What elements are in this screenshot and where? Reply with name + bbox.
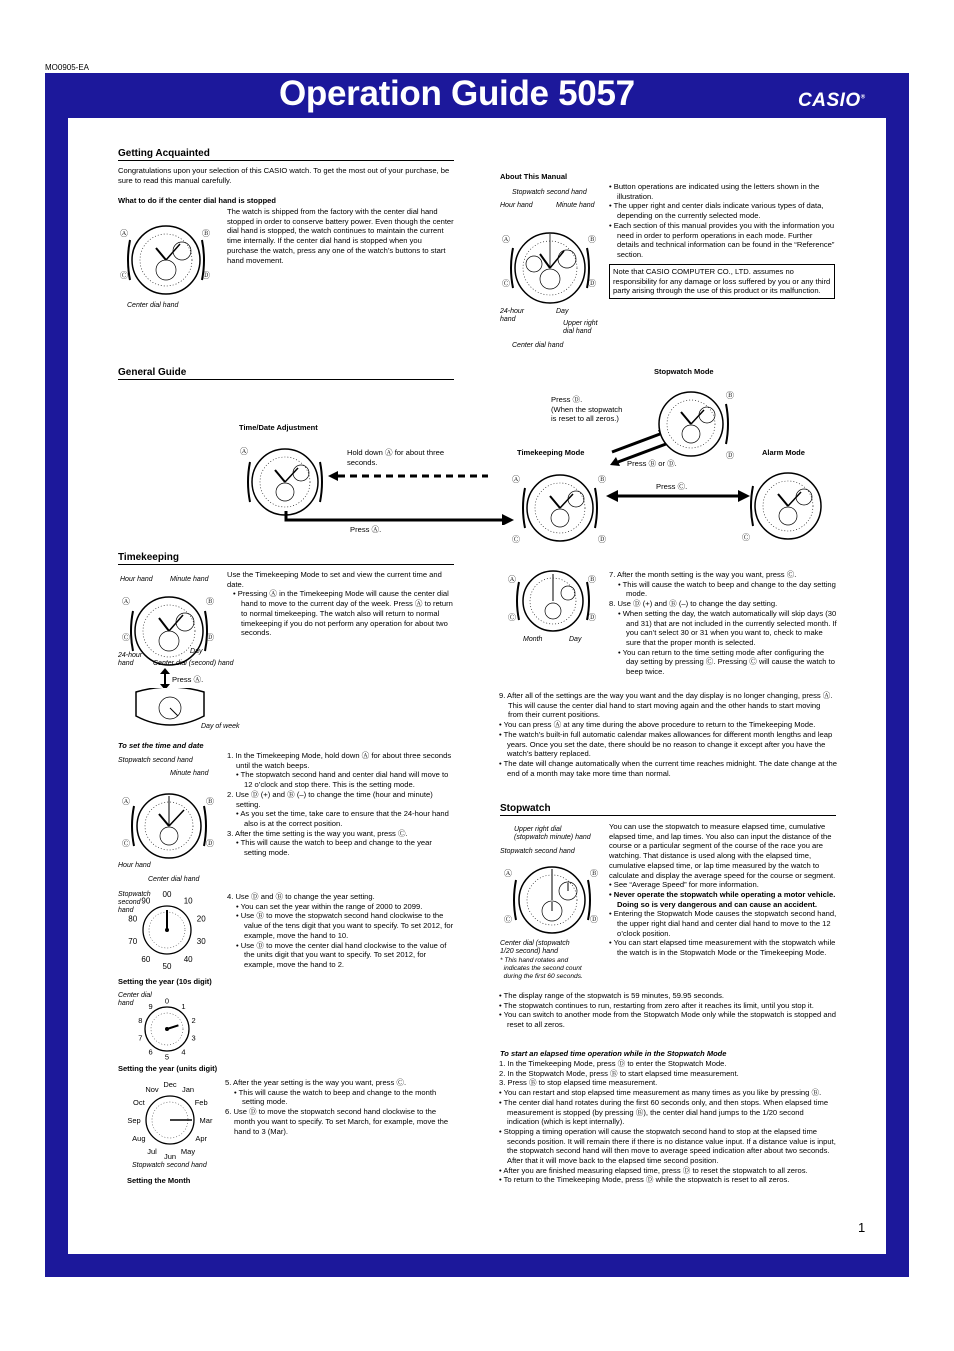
step-item: 9. After all of the settings are the way you want and the day display is no longer changing, press Ⓐ. This will cause the center dial hand to start moving again and the other hands to start moving from their current positions. (499, 691, 833, 720)
month-dial (120, 1078, 220, 1164)
month-dial-label: Aug (132, 1134, 146, 1143)
about-hour-hand-label: Hour hand (500, 202, 533, 209)
step-item: • The date will change automatically when the current time reaches midnight. The date change at the end of a month may take more time than normal. (499, 758, 837, 778)
set-minute-hand-label: Minute hand (170, 770, 209, 777)
step-item: 7. After the month setting is the way you want, press Ⓒ. (609, 570, 797, 579)
svg-text:Ⓓ: Ⓓ (588, 613, 596, 622)
svg-text:Ⓒ: Ⓒ (508, 613, 516, 622)
watch-illustration-about (502, 224, 598, 310)
year10-dial (124, 888, 210, 976)
year1-dial-label: 7 (138, 1033, 143, 1043)
press-c-instruction: Press Ⓒ. (656, 482, 688, 491)
month-dial-label: Jun (163, 1152, 177, 1161)
set-hour-hand-label: Hour hand (118, 862, 151, 869)
alarm-mode-label: Alarm Mode (762, 448, 805, 457)
page-content (68, 118, 886, 1254)
page-title: Operation Guide 5057 (279, 74, 635, 113)
sw-bullet: • You can switch to another mode from the Stopwatch Mode only while the stopwatch is stopped and reset to all zeros. (499, 1010, 836, 1030)
sw-center-dial-label: Center dial (stopwatch 1/20 second) hand (500, 940, 570, 955)
tk-minute-hand-label: Minute hand (170, 576, 209, 583)
watch-illustration-acquainted (120, 218, 212, 300)
year10-dial-label: 60 (141, 954, 151, 964)
stopwatch-mode-label: Stopwatch Mode (654, 367, 714, 376)
watch-illustration-dow (130, 688, 210, 734)
step-item: • The watch’s built-in full automatic calendar makes allowances for different month lengths and leap years. Once you set the date, there should be no reason to change it except after you have the watch’s battery replaced. (499, 729, 833, 759)
stopwatch-heading: Stopwatch (500, 803, 836, 816)
year1-dial-label: 9 (148, 1001, 153, 1011)
year1-dial-label: 5 (164, 1052, 170, 1062)
press-b-or-d-instruction: Press Ⓑ or Ⓓ. (627, 459, 677, 468)
month-dial-label: Jul (147, 1147, 157, 1157)
watch-illustration-adjust (240, 440, 330, 520)
year1-dial-label: 8 (138, 1015, 143, 1025)
year10-caption: Setting the year (10s digit) (118, 977, 212, 986)
watch-illustration-date (508, 566, 598, 636)
svg-text:Ⓐ: Ⓐ (504, 869, 512, 878)
year1-caption: Setting the year (units digit) (118, 1064, 218, 1073)
set-center-dial-label: Center dial hand (148, 876, 200, 883)
step-item: • See “Average Speed” for more information. (609, 880, 759, 890)
step-item: • You can press Ⓐ at any time during the above procedure to return to the Timekeeping Mode. (499, 720, 816, 730)
svg-text:Ⓒ: Ⓒ (512, 535, 520, 544)
tk-intro-bullet: • Pressing Ⓐ in the Timekeeping Mode will cause the center dial hand to move to the current day of the week. Press Ⓐ to return to normal timekeeping. The watch also will return to normal timekeeping if you do not perform any operation for about two seconds. (233, 589, 453, 638)
svg-text:Ⓓ: Ⓓ (588, 279, 596, 288)
svg-text:Ⓓ: Ⓓ (590, 915, 598, 924)
month-dial-label: Apr (195, 1134, 208, 1143)
sw-bullets (499, 991, 837, 1030)
svg-text:Ⓑ: Ⓑ (588, 235, 596, 244)
step-item: • You can return to the time setting mode after configuring the day setting by pressing Ⓒ. Pressing Ⓒ will cause the watch to beep twice. (618, 647, 835, 677)
step-item: • The center dial hand rotates during the first 60 seconds only, and then stops. When elapsed time measurement is stopped (by pressing Ⓑ), the center dial hand jumps to the 1/20 second indication (which is kept internally). (499, 1097, 829, 1127)
svg-text:Ⓐ: Ⓐ (122, 597, 130, 606)
svg-text:Ⓒ: Ⓒ (122, 839, 130, 848)
svg-text:Ⓓ: Ⓓ (206, 633, 214, 642)
year1-dial-label: 1 (181, 1001, 186, 1011)
about-bullets (609, 182, 835, 260)
about-24hour-label: 24-hour hand (500, 308, 525, 323)
svg-text:Ⓒ: Ⓒ (122, 633, 130, 642)
year10-dial-label: 70 (128, 936, 138, 946)
tk-center-dial-label: Center dial (second) hand (153, 660, 234, 667)
month-dial-label: Oct (132, 1098, 145, 1107)
about-bullet: • The upper right and center dials indicate various types of data, depending on the currently selected mode. (609, 201, 824, 221)
step-item: • This will cause the watch to beep and change to the year setting mode. (236, 838, 432, 858)
year1-center-label: Center dial hand (118, 992, 152, 1007)
svg-text:Ⓑ: Ⓑ (726, 391, 734, 400)
step-item: • When setting the day, the watch automatically will skip days (30 and 31) that are not included in the currently selected month. If you can’t select 30 or 31 when you want to, check to make sure that the proper month is selected. (618, 608, 837, 647)
year10-dial-label: 40 (183, 954, 193, 964)
step-item: • You can set the year within the range of 2000 to 2099. (236, 901, 423, 911)
watch-illustration-set (122, 788, 216, 864)
timekeeping-mode-label: Timekeeping Mode (517, 448, 585, 457)
svg-text:Ⓒ: Ⓒ (502, 279, 510, 288)
about-heading: About This Manual (500, 172, 568, 181)
year10-dial-label: 20 (196, 914, 206, 924)
year10-dial-label: 00 (162, 889, 172, 899)
year1-dial-label: 2 (191, 1015, 196, 1025)
month-dial-label: Sep (127, 1116, 141, 1125)
step-item: 5. After the year setting is the way you want, press Ⓒ. (225, 1078, 407, 1087)
step-item: 6. Use Ⓓ to move the stopwatch second hand clockwise to the month you want to specify. To set March, for example, move the hand to 3 (Mar). (225, 1107, 449, 1136)
tk-hour-hand-label: Hour hand (120, 576, 153, 583)
svg-text:Ⓐ: Ⓐ (120, 229, 128, 238)
watch-illustration-timekeeping (512, 466, 608, 546)
year1-dial-label: 6 (148, 1047, 153, 1057)
year10-dial-label: 50 (162, 961, 172, 971)
about-bullet: • Button operations are indicated using the letters shown in the illustration. (609, 182, 820, 201)
about-bullet: • Each section of this manual provides you with the information you need in order to perform operations in each mode. Further details and technical information can be found in the “Reference” section. (609, 220, 835, 259)
press-a-instruction: Press Ⓐ. (350, 525, 382, 534)
tk-press-a-label: Press Ⓐ. (172, 675, 204, 684)
step-item: • Stopping a timing operation will cause the stopwatch second hand to stop at the elapsed time seconds position. It will remain there if there is no distance value input. If a distance value is input, the stopwatch second hand will then move to average speed indication after about two seconds. After that it will move back to the elapsed time second position. (499, 1126, 836, 1166)
about-minute-hand-label: Minute hand (556, 202, 595, 209)
center-dial-hand-caption: Center dial hand (127, 302, 179, 309)
step-item: 3. After the time setting is the way you want, press Ⓒ. (227, 828, 408, 838)
svg-text:Ⓑ: Ⓑ (202, 229, 210, 238)
svg-text:Ⓒ: Ⓒ (120, 271, 128, 280)
day-of-week-label: Day of week (201, 723, 240, 730)
sw-bullet: • The stopwatch continues to run, restarting from zero after it reaches its limit, until you stop it. (499, 1000, 814, 1010)
step-item: • After you are finished measuring elapsed time, press Ⓓ to reset the stopwatch to all zeros. (499, 1165, 808, 1175)
general-guide-heading: General Guide (118, 367, 454, 380)
svg-text:Ⓐ: Ⓐ (508, 575, 516, 584)
month-hand-label: Stopwatch second hand (132, 1162, 207, 1169)
sw-second-hand-label: Stopwatch second hand (500, 848, 575, 855)
set-steps-a (227, 751, 455, 858)
getting-acquainted-heading: Getting Acquainted (118, 148, 454, 161)
svg-text:Ⓑ: Ⓑ (598, 475, 606, 484)
step-item: • This will cause the watch to beep and change to the month setting mode. (234, 1087, 437, 1107)
step-item: • Never operate the stopwatch while operating a motor vehicle. Doing so is very dangerous and can cause an accident. (609, 889, 836, 909)
svg-text:Ⓑ: Ⓑ (590, 869, 598, 878)
svg-text:Ⓓ: Ⓓ (206, 839, 214, 848)
year10-dial-label: 80 (128, 914, 138, 924)
step-item: 2. Use Ⓓ (+) and Ⓑ (–) to change the time (hour and minute) setting. (227, 789, 433, 809)
press-d-instruction: Press Ⓓ. (When the stopwatch is reset to all zeros.) (551, 395, 623, 424)
svg-text:Ⓑ: Ⓑ (206, 797, 214, 806)
svg-text:Ⓓ: Ⓓ (598, 535, 606, 544)
set-steps-d (609, 570, 837, 677)
month-caption: Setting the Month (127, 1176, 191, 1185)
year10-dial-label: 30 (196, 936, 206, 946)
hold-a-instruction: Hold down Ⓐ for about three seconds. (347, 448, 445, 467)
about-center-dial-label: Center dial hand (512, 342, 564, 349)
month-label: Month (523, 636, 543, 643)
day-label: Day (569, 636, 582, 643)
year1-dial-label: 3 (191, 1033, 196, 1043)
set-steps-b (227, 892, 455, 970)
timekeeping-heading: Timekeeping (118, 552, 454, 565)
brand-logo: CASIO® (798, 90, 866, 111)
svg-text:Ⓑ: Ⓑ (206, 597, 214, 606)
tk-intro (227, 570, 455, 638)
step-item: • To return to the Timekeeping Mode, press Ⓓ while the stopwatch is reset to all zeros. (499, 1175, 790, 1185)
page-number: 1 (858, 1220, 866, 1235)
set-steps-c (225, 1078, 455, 1136)
sw-bullet: • The display range of the stopwatch is 59 minutes, 59.95 seconds. (499, 991, 724, 1000)
svg-text:Ⓓ: Ⓓ (202, 271, 210, 280)
set-time-heading: To set the time and date (118, 741, 204, 750)
tk-arrow-down (160, 668, 170, 690)
month-dial-label: Nov (145, 1084, 159, 1094)
about-upper-right-label: Upper right dial hand (563, 320, 598, 335)
center-dial-stopped-body: The watch is shipped from the factory with the center dial hand stopped in order to conserve battery power. Even though the center dial hand is stopped, the watch continues to maintain the current time internally. If the center dial hand is stopped when you purchase the watch, press any one of the watch’s buttons to start hand movement. (227, 207, 454, 265)
getting-acquainted-intro: Congratulations upon your selection of this CASIO watch. To get the most out of your purchase, be sure to read this manual carefully. (118, 166, 450, 185)
year10-dial-label: 90 (141, 896, 151, 906)
sw-start-heading: To start an elapsed time operation while in the Stopwatch Mode (500, 1049, 727, 1058)
about-stopwatch-second-label: Stopwatch second hand (512, 189, 587, 196)
svg-text:Ⓒ: Ⓒ (504, 915, 512, 924)
step-item: 3. Press Ⓑ to stop elapsed time measurement. (499, 1078, 658, 1088)
month-dial-label: May (180, 1147, 196, 1157)
solid-arrow-to-timekeeping (284, 511, 514, 525)
dashed-arrow (328, 471, 488, 481)
set-stopwatch-second-label: Stopwatch second hand (118, 757, 193, 764)
svg-text:Ⓓ: Ⓓ (726, 451, 734, 460)
tk-intro-text: Use the Timekeeping Mode to set and view the current time and date. (227, 570, 442, 589)
month-dial-label: Jan (181, 1084, 195, 1094)
sw-steps (499, 1059, 837, 1185)
month-dial-label: Mar (199, 1116, 213, 1125)
step-item: 4. Use Ⓓ and Ⓑ to change the year setting. (227, 892, 375, 901)
svg-text:Ⓐ: Ⓐ (512, 475, 520, 484)
sw-intro (609, 822, 837, 958)
step-item: • The stopwatch second hand and center dial hand will move to 12 o’clock and stop there. This is the setting mode. (236, 770, 449, 790)
year1-dial-label: 0 (164, 996, 170, 1006)
watch-illustration-alarm (742, 464, 832, 544)
step-item: You can use the stopwatch to measure elapsed time, cumulative elapsed time, and lap times. You also can input the distance of the course or a particular segment of the course of the race you are watching. That distance is used along with the elapsed time, cumulative elapsed time, or lap time measured by the watch to calculate and display the average speed for the course or segment. (609, 822, 836, 880)
tk-24hour-label: 24-hour hand (118, 652, 143, 667)
step-item: • This will cause the watch to beep and change to the day setting mode. (618, 579, 836, 599)
tk-day-label: Day (190, 648, 203, 655)
svg-text:Ⓐ: Ⓐ (122, 797, 130, 806)
svg-text:Ⓐ: Ⓐ (240, 447, 248, 456)
step-item: 8. Use Ⓓ (+) and Ⓑ (–) to change the day setting. (609, 599, 778, 609)
step-item: 1. In the Timekeeping Mode, press Ⓓ to enter the Stopwatch Mode. (499, 1059, 727, 1068)
step-item: • Use Ⓑ to move the stopwatch second hand clockwise to the value of the tens digit that you want to specify. To set 2012, for example, move the hand to 10. (236, 911, 454, 940)
year10-dial-label: 10 (183, 896, 193, 906)
sw-upper-right-label: Upper right dial (stopwatch minute) hand (514, 826, 591, 841)
svg-text:Ⓐ: Ⓐ (502, 235, 510, 244)
svg-text:Ⓒ: Ⓒ (742, 533, 750, 542)
watch-illustration-stopwatch (646, 384, 736, 464)
step-item: • You can restart and stop elapsed time measurement as many times as you like by pressing Ⓑ. (499, 1088, 822, 1098)
month-dial-label: Dec (163, 1080, 177, 1089)
step-item: • As you set the time, take care to ensure that the 24-hour hand also is at the correct position. (236, 809, 449, 828)
watch-illustration-sw (504, 860, 600, 940)
about-day-label: Day (556, 308, 569, 315)
step-item: 2. In the Stopwatch Mode, press Ⓑ to start elapsed time measurement. (499, 1068, 739, 1078)
year10-stopwatch-label: Stopwatch second hand (118, 891, 151, 914)
year1-dial-label: 4 (181, 1047, 186, 1057)
year1-dial (130, 996, 204, 1062)
svg-text:Ⓑ: Ⓑ (588, 575, 596, 584)
sw-footnote: * This hand rotates and indicates the second count during the first 60 seconds. (500, 957, 583, 980)
step-item: 1. In the Timekeeping Mode, hold down Ⓐ for about three seconds until the watch beeps. (227, 751, 452, 770)
step-item: • You can start elapsed time measurement with the stopwatch while the watch is in the Stopwatch Mode or the Timekeeping Mode. (609, 938, 836, 958)
set-steps-e (499, 691, 837, 778)
month-dial-label: Feb (194, 1098, 208, 1107)
center-dial-stopped-heading: What to do if the center dial hand is stopped (118, 196, 276, 205)
liability-note: Note that CASIO COMPUTER CO., LTD. assumes no responsibility for any damage or loss suffered by you or any third party arising through the use of this product or its malfunction. (609, 264, 835, 299)
document-code: MO0905-EA (45, 63, 90, 72)
time-date-adjustment-label: Time/Date Adjustment (239, 423, 318, 432)
step-item: • Entering the Stopwatch Mode causes the stopwatch second hand, the upper right dial hand and center dial hand to move to the 12 o’clock position. (609, 909, 837, 938)
step-item: • Use Ⓓ to move the center dial hand clockwise to the value of the units digit that you want to specify. To set 2012, for example, move the hand to 2. (236, 940, 447, 969)
